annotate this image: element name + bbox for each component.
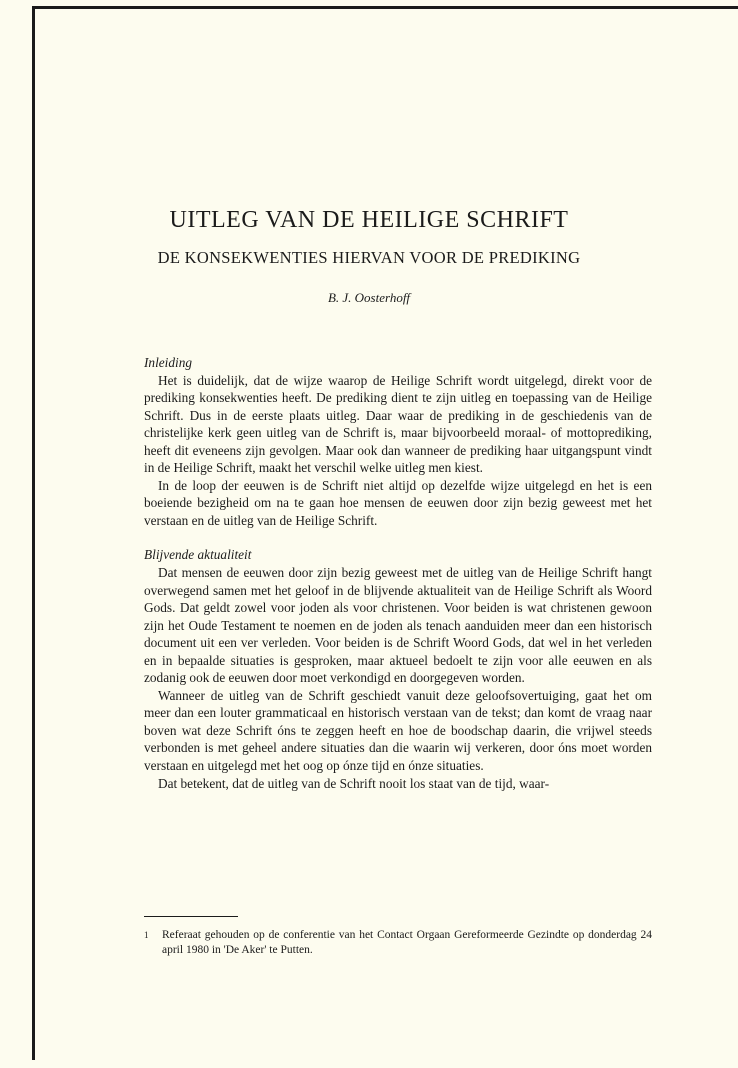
paper-subtitle: DE KONSEKWENTIES HIERVAN VOOR DE PREDIKING bbox=[157, 248, 581, 267]
section-gap bbox=[144, 529, 652, 546]
section-heading-inleiding: Inleiding bbox=[144, 355, 193, 370]
footnote-mark: 1 bbox=[144, 930, 149, 940]
paragraph: Dat betekent, dat de uitleg van de Schrift nooit los staat van de tijd, waar- bbox=[158, 775, 550, 791]
paragraph: Dat mensen de eeuwen door zijn bezig geweest met de uitleg van de Heilige Schrift hangt overwegend samen met het geloof in de blijvende aktualiteit van de Heilige Schrift als Woord Gods. Dat geldt zowel voor joden als voor christenen. Voor beiden is wat christenen gewoon zijn het Oude Testament te noemen en de joden als tenach aanduiden meer dan een historisch document uit een ver verleden. Voor beiden is de Schrift Woord Gods, dat wel in het verleden en in bepaalde situaties is gesproken, maar aktueel bedoelt te zijn voor alle eeuwen en als zodanig ook de eeuwen door moet verkondigd en doorgegeven worden. bbox=[144, 565, 652, 686]
paragraph: Het is duidelijk, dat de wijze waarop de Heilige Schrift wordt uitgelegd, direkt voor de prediking konsekwenties heeft. De prediking dient te zijn uitleg en toepassing van de Heilige Schrift. Dus in de eerste plaats uitleg. Daar waar de prediking in de geschiedenis van de christelijke kerk geen uitleg van de Schrift is, maar bijvoorbeeld moraal- of mottoprediking, heeft dit eveneens zijn gevolgen. Maar ook dan wanneer de prediking haar uitgangspunt vindt in de Heilige Schrift, maakt het verschil welke uitleg men kiest. bbox=[144, 372, 652, 476]
footnote-text: Referaat gehouden op de conferentie van het Contact Orgaan Gereformeerde Gezindte op donderdag 24 april 1980 in 'De Aker' te Putten. bbox=[162, 929, 652, 956]
footnote bbox=[144, 928, 652, 957]
paragraph: In de loop der eeuwen is de Schrift niet altijd op dezelfde wijze uitgelegd en het is een boeiende bezigheid om na te gaan hoe mensen de eeuwen door zijn bezig geweest met het verstaan en de uitleg van de Heilige Schrift. bbox=[144, 477, 652, 528]
page-left-edge bbox=[32, 8, 35, 1060]
paragraph: Wanneer de uitleg van de Schrift geschiedt vanuit deze geloofsovertuiging, gaat het om meer dan een louter grammaticaal en historisch verstaan van de tekst; dan komt de vraag naar boven wat deze Schrift óns te zeggen heeft en hoe de boodschap daarin, die vrijwel steeds verbonden is met geheel andere situaties dan die waarin wij verkeren, door óns moet worden verstaan en uitgelegd met het oog op ónze tijd en ónze situaties. bbox=[144, 687, 652, 774]
author-name: B. J. Oosterhoff bbox=[327, 290, 411, 305]
section-heading-blijvende-aktualiteit: Blijvende aktualiteit bbox=[144, 547, 252, 563]
footnote-divider bbox=[144, 916, 238, 917]
paper-title: UITLEG VAN DE HEILIGE SCHRIFT bbox=[169, 207, 569, 233]
page-top-edge bbox=[32, 6, 738, 9]
article-body bbox=[144, 354, 652, 792]
